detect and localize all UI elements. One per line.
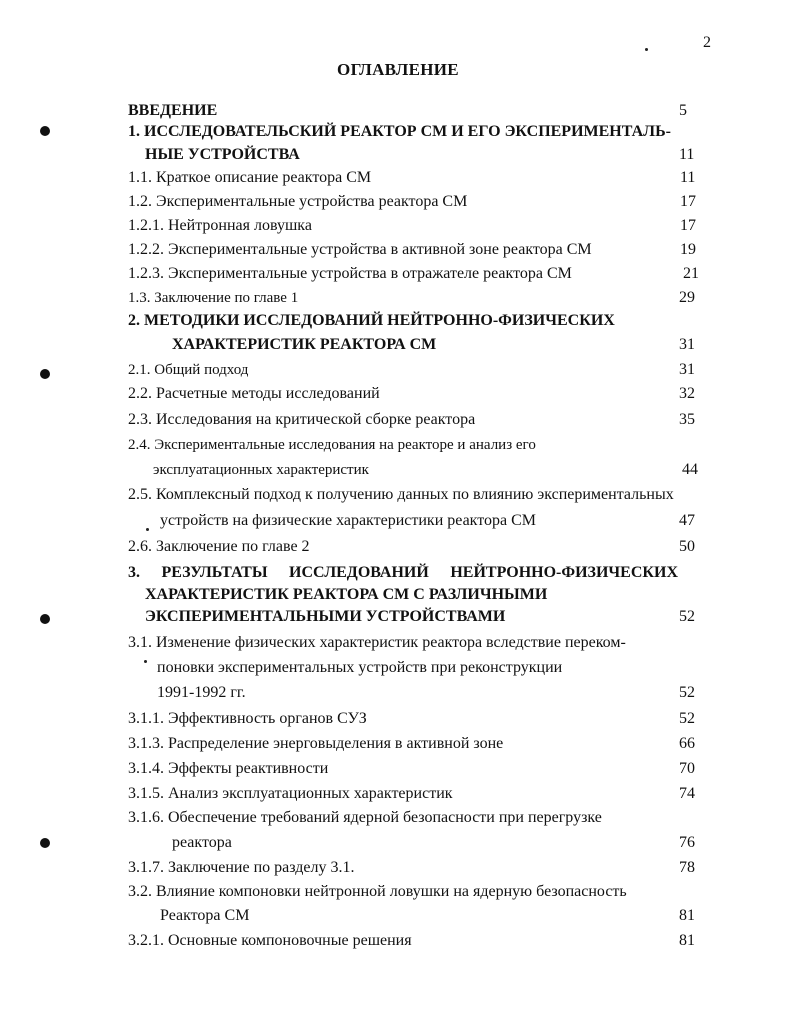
toc-page: 78 — [679, 859, 695, 876]
toc-entry: 1.2.1. Нейтронная ловушка — [128, 217, 312, 234]
margin-dot — [40, 614, 50, 624]
toc-entry: 1.1. Краткое описание реактора СМ — [128, 169, 372, 186]
toc-entry: ВВЕДЕНИЕ — [128, 102, 218, 119]
page-number: 2 — [703, 34, 711, 51]
toc-entry: 2.6. Заключение по главе 2 — [128, 538, 310, 555]
toc-entry: 3.1. Изменение физических характеристик реактора вследствие переком- — [128, 634, 626, 651]
toc-entry: Реактора СМ — [160, 907, 250, 924]
toc-entry: 3.1.5. Анализ эксплуатационных характеристик — [128, 785, 453, 802]
toc-page: 29 — [679, 289, 695, 306]
toc-page: 52 — [679, 608, 695, 625]
toc-entry: ХАРАКТЕРИСТИК РЕАКТОРА СМ С РАЗЛИЧНЫМИ — [145, 586, 548, 603]
toc-entry: эксплуатационных характеристик — [153, 462, 369, 478]
toc-page: 21 — [683, 265, 699, 282]
toc-page: 17 — [680, 217, 696, 234]
toc-entry: реактора — [172, 834, 232, 851]
toc-entry: 2.3. Исследования на критической сборке реактора — [128, 411, 476, 428]
toc-page: 66 — [679, 735, 695, 752]
toc-page: 44 — [682, 461, 698, 478]
toc-page: 52 — [679, 710, 695, 727]
toc-page: 11 — [679, 146, 695, 163]
toc-page: 74 — [679, 785, 695, 802]
margin-dot — [40, 838, 50, 848]
toc-page: 35 — [679, 411, 695, 428]
margin-dot — [40, 369, 50, 379]
toc-entry: поновки экспериментальных устройств при реконструкции — [157, 659, 563, 676]
toc-entry: 2. МЕТОДИКИ ИССЛЕДОВАНИЙ НЕЙТРОННО-ФИЗИЧЕСКИХ — [128, 312, 615, 329]
toc-page: 50 — [679, 538, 695, 555]
toc-entry: 1.2.2. Экспериментальные устройства в активной зоне реактора СМ — [128, 241, 592, 258]
toc-entry: 3.1.6. Обеспечение требований ядерной безопасности при перегрузке — [128, 809, 602, 826]
scan-speck — [144, 660, 147, 663]
toc-page: 19 — [680, 241, 696, 258]
toc-page: 31 — [679, 361, 695, 378]
toc-page: 70 — [679, 760, 695, 777]
toc-entry: 3.1.4. Эффекты реактивности — [128, 760, 329, 777]
toc-entry: 1.3. Заключение по главе 1 — [128, 290, 299, 306]
toc-page: 52 — [679, 684, 695, 701]
toc-entry: 3.1.7. Заключение по разделу 3.1. — [128, 859, 355, 876]
toc-entry: 2.5. Комплексный подход к получению данных по влиянию экспериментальных — [128, 486, 674, 503]
toc-page: 5 — [679, 102, 687, 119]
toc-entry: 3.1.1. Эффективность органов СУЗ — [128, 710, 367, 727]
toc-title: ОГЛАВЛЕНИЕ — [337, 60, 459, 79]
toc-entry: 1. ИССЛЕДОВАТЕЛЬСКИЙ РЕАКТОР СМ И ЕГО ЭКСПЕРИМЕНТАЛЬ- — [128, 123, 671, 140]
toc-page: 17 — [680, 193, 696, 210]
toc-page: 32 — [679, 385, 695, 402]
toc-page: 11 — [680, 169, 696, 186]
toc-entry: устройств на физические характеристики реактора СМ — [160, 512, 537, 529]
toc-page: 31 — [679, 336, 695, 353]
toc-entry: 1.2. Экспериментальные устройства реактора СМ — [128, 193, 468, 210]
scan-speck — [146, 528, 149, 531]
toc-entry: ЭКСПЕРИМЕНТАЛЬНЫМИ УСТРОЙСТВАМИ — [145, 608, 506, 625]
toc-page: 81 — [679, 932, 695, 949]
toc-page: 47 — [679, 512, 695, 529]
toc-entry: 3. РЕЗУЛЬТАТЫ ИССЛЕДОВАНИЙ НЕЙТРОННО-ФИЗИЧЕСКИХ — [128, 564, 678, 581]
margin-dot — [40, 126, 50, 136]
toc-entry: 2.4. Экспериментальные исследования на реакторе и анализ его — [128, 437, 536, 453]
toc-entry: НЫЕ УСТРОЙСТВА — [145, 146, 300, 163]
toc-entry: 1.2.3. Экспериментальные устройства в отражателе реактора СМ — [128, 265, 572, 282]
toc-entry: 2.1. Общий подход — [128, 362, 249, 378]
toc-entry: 1991-1992 гг. — [157, 684, 246, 701]
toc-entry: 3.2.1. Основные компоновочные решения — [128, 932, 412, 949]
toc-page: 81 — [679, 907, 695, 924]
toc-page: 76 — [679, 834, 695, 851]
toc-entry: 3.2. Влияние компоновки нейтронной ловушки на ядерную безопасность — [128, 883, 627, 900]
toc-entry: 2.2. Расчетные методы исследований — [128, 385, 380, 402]
toc-entry: 3.1.3. Распределение энерговыделения в активной зоне — [128, 735, 504, 752]
toc-entry: ХАРАКТЕРИСТИК РЕАКТОРА СМ — [172, 336, 437, 353]
scan-speck — [645, 48, 648, 51]
